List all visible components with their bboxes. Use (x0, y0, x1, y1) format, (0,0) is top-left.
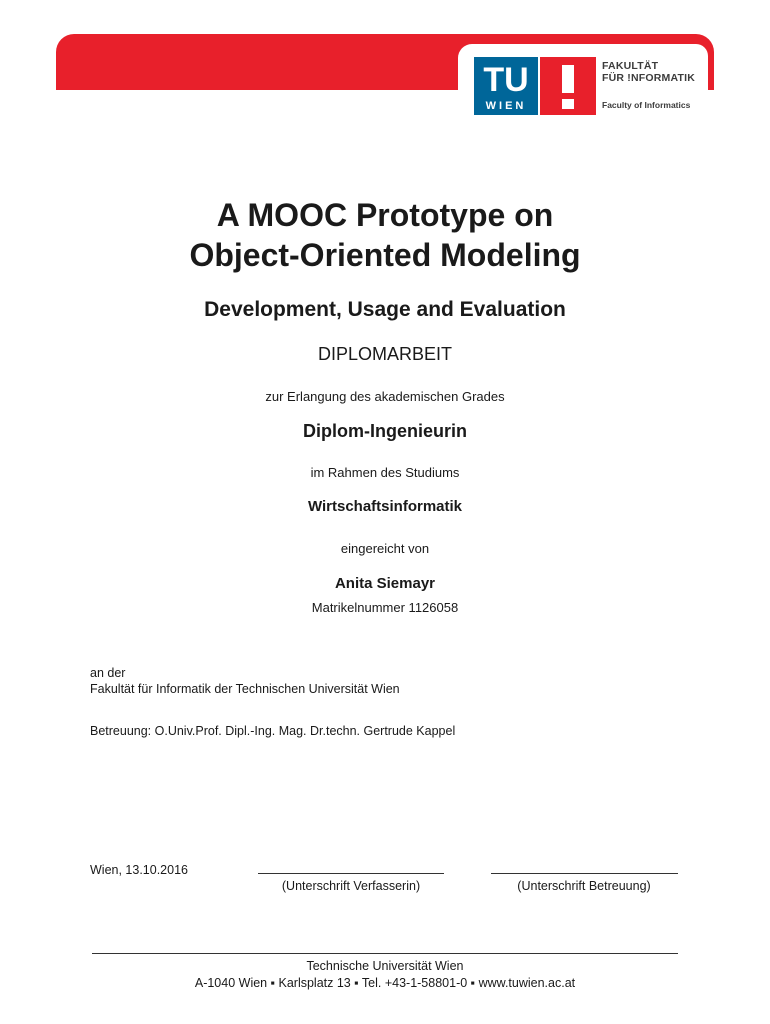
faculty-name (602, 60, 695, 84)
tu-logo-wien: WIEN (485, 100, 527, 112)
supervision: Betreuung: O.Univ.Prof. Dipl.-Ing. Mag. Dr.techn. Gertrude Kappel (90, 724, 456, 738)
supervisor-signature-label: (Unterschrift Betreuung) (517, 879, 651, 893)
place-date: Wien, 13.10.2016 (90, 863, 188, 877)
footer-address: A-1040 Wien ▪ Karlsplatz 13 ▪ Tel. +43-1-58801-0 ▪ www.tuwien.ac.at (194, 976, 576, 990)
footer-divider (92, 953, 678, 954)
study-program: Wirtschaftsinformatik (307, 498, 463, 515)
thesis-title (0, 195, 770, 275)
author-signature-label: (Unterschrift Verfasserin) (281, 879, 421, 893)
matriculation-number: Matrikelnummer 1126058 (311, 600, 459, 615)
thesis-title-line2: Object-Oriented Modeling (189, 237, 581, 273)
faculty-name-english: Faculty of Informatics (602, 100, 691, 110)
thesis-title-line1: A MOOC Prototype on (216, 197, 554, 233)
faculty-name-line2: FÜR !NFORMATIK (602, 72, 696, 84)
thesis-type: DIPLOMARBEIT (317, 344, 453, 364)
institution-line1: an der (90, 666, 126, 680)
degree-intro: zur Erlangung des akademischen Grades (265, 389, 505, 404)
academic-degree: Diplom-Ingenieurin (303, 421, 467, 441)
author-signature-line (258, 873, 444, 874)
study-intro: im Rahmen des Studiums (310, 465, 460, 480)
submitted-by: eingereicht von (340, 541, 430, 556)
tu-logo-letters: TU (483, 61, 529, 99)
footer-university: Technische Universität Wien (306, 959, 464, 973)
exclamation-icon (540, 57, 596, 115)
faculty-name-line1: FAKULTÄT (602, 60, 659, 72)
tu-wien-logo (474, 57, 538, 115)
thesis-subtitle: Development, Usage and Evaluation (204, 298, 566, 321)
supervisor-signature-line (491, 873, 678, 874)
author-name: Anita Siemayr (334, 575, 436, 592)
institution-line2: Fakultät für Informatik der Technischen Universität Wien (90, 682, 400, 696)
